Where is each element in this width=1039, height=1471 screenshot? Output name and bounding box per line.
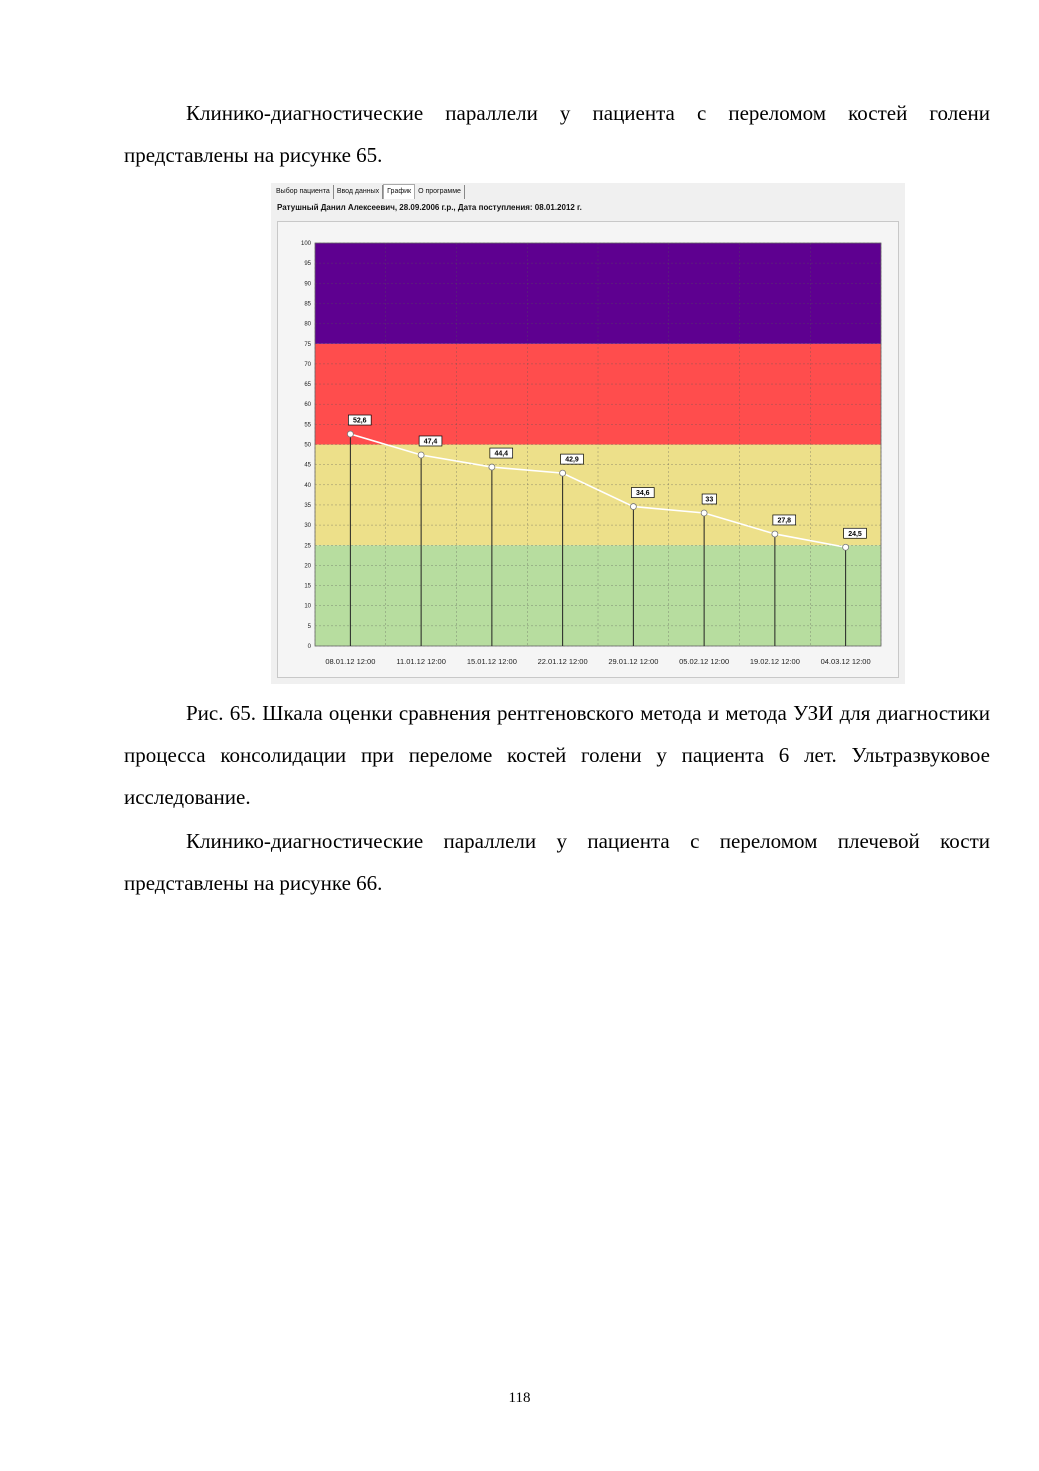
x-tick-0: 08.01.12 12:00 <box>325 657 376 666</box>
y-tick-15: 75 <box>304 341 311 348</box>
app-screenshot <box>271 183 905 684</box>
x-tick-6: 19.02.12 12:00 <box>749 657 800 666</box>
y-tick-20: 100 <box>300 241 311 247</box>
next-paragraph: Клинико-диагностические параллели у пациента с переломом плечевой кости представлены на рисунке 66. <box>124 829 990 895</box>
y-tick-17: 85 <box>304 301 311 308</box>
patient-info: Ратушный Данил Алексеевич, 28.09.2006 г.р., Дата поступления: 08.01.2012 г. <box>277 203 582 212</box>
figure-caption: Рис. 65. Шкала оценки сравнения рентгеновского метода и метода УЗИ для диагностики процесса консолидации при переломе костей голени у пациента 6 лет. Ультразвуковое исследование. <box>124 701 990 809</box>
data-point-7 <box>843 544 849 550</box>
x-tick-5: 05.02.12 12:00 <box>679 657 730 666</box>
y-tick-18: 90 <box>304 281 311 288</box>
tab-about[interactable]: О программе <box>415 185 465 199</box>
y-tick-2: 10 <box>304 603 311 610</box>
y-tick-10: 50 <box>304 442 311 449</box>
x-tick-3: 22.01.12 12:00 <box>537 657 588 666</box>
y-tick-6: 30 <box>304 523 311 530</box>
x-tick-1: 11.01.12 12:00 <box>396 657 446 666</box>
y-tick-11: 55 <box>304 422 311 429</box>
data-point-2 <box>489 464 495 470</box>
tab-chart[interactable]: График <box>383 184 415 199</box>
band-2 <box>315 344 881 445</box>
data-label-0: 52,6 <box>352 417 367 425</box>
data-point-0 <box>347 431 353 437</box>
intro-paragraph: Клинико-диагностические параллели у пациента с переломом костей голени представлены на рисунке 65. <box>124 101 990 167</box>
y-tick-19: 95 <box>304 261 311 268</box>
data-label-7: 24,5 <box>848 530 862 538</box>
chart-frame <box>277 221 899 678</box>
y-tick-14: 70 <box>304 361 311 368</box>
x-tick-4: 29.01.12 12:00 <box>608 657 659 666</box>
data-label-6: 27,8 <box>777 517 792 525</box>
data-point-3 <box>560 470 566 476</box>
data-label-4: 34,6 <box>635 490 650 498</box>
data-label-3: 42,9 <box>565 456 579 464</box>
y-tick-13: 65 <box>304 382 311 389</box>
data-point-5 <box>701 510 707 516</box>
y-tick-0: 0 <box>307 644 311 650</box>
x-tick-2: 15.01.12 12:00 <box>466 657 517 666</box>
y-tick-16: 80 <box>304 321 311 328</box>
tab-data-entry[interactable]: Ввод данных <box>334 185 383 199</box>
y-tick-7: 35 <box>304 502 311 509</box>
y-tick-1: 5 <box>307 623 311 630</box>
y-tick-9: 45 <box>304 462 311 469</box>
tab-bar <box>273 185 465 199</box>
y-tick-3: 15 <box>304 583 311 590</box>
page-number: 118 <box>508 1390 531 1406</box>
tab-patient-select[interactable]: Выбор пациента <box>273 185 334 199</box>
data-label-1: 47,4 <box>423 438 438 446</box>
y-tick-12: 60 <box>304 402 311 409</box>
chart <box>278 222 898 677</box>
data-label-5: 33 <box>705 496 714 504</box>
x-tick-7: 04.03.12 12:00 <box>820 657 871 666</box>
data-point-1 <box>418 452 424 458</box>
data-point-6 <box>772 531 778 537</box>
y-tick-5: 25 <box>304 543 311 550</box>
y-tick-8: 40 <box>304 482 311 489</box>
y-tick-4: 20 <box>304 563 311 570</box>
data-point-4 <box>630 504 636 510</box>
data-label-2: 44,4 <box>494 450 509 458</box>
